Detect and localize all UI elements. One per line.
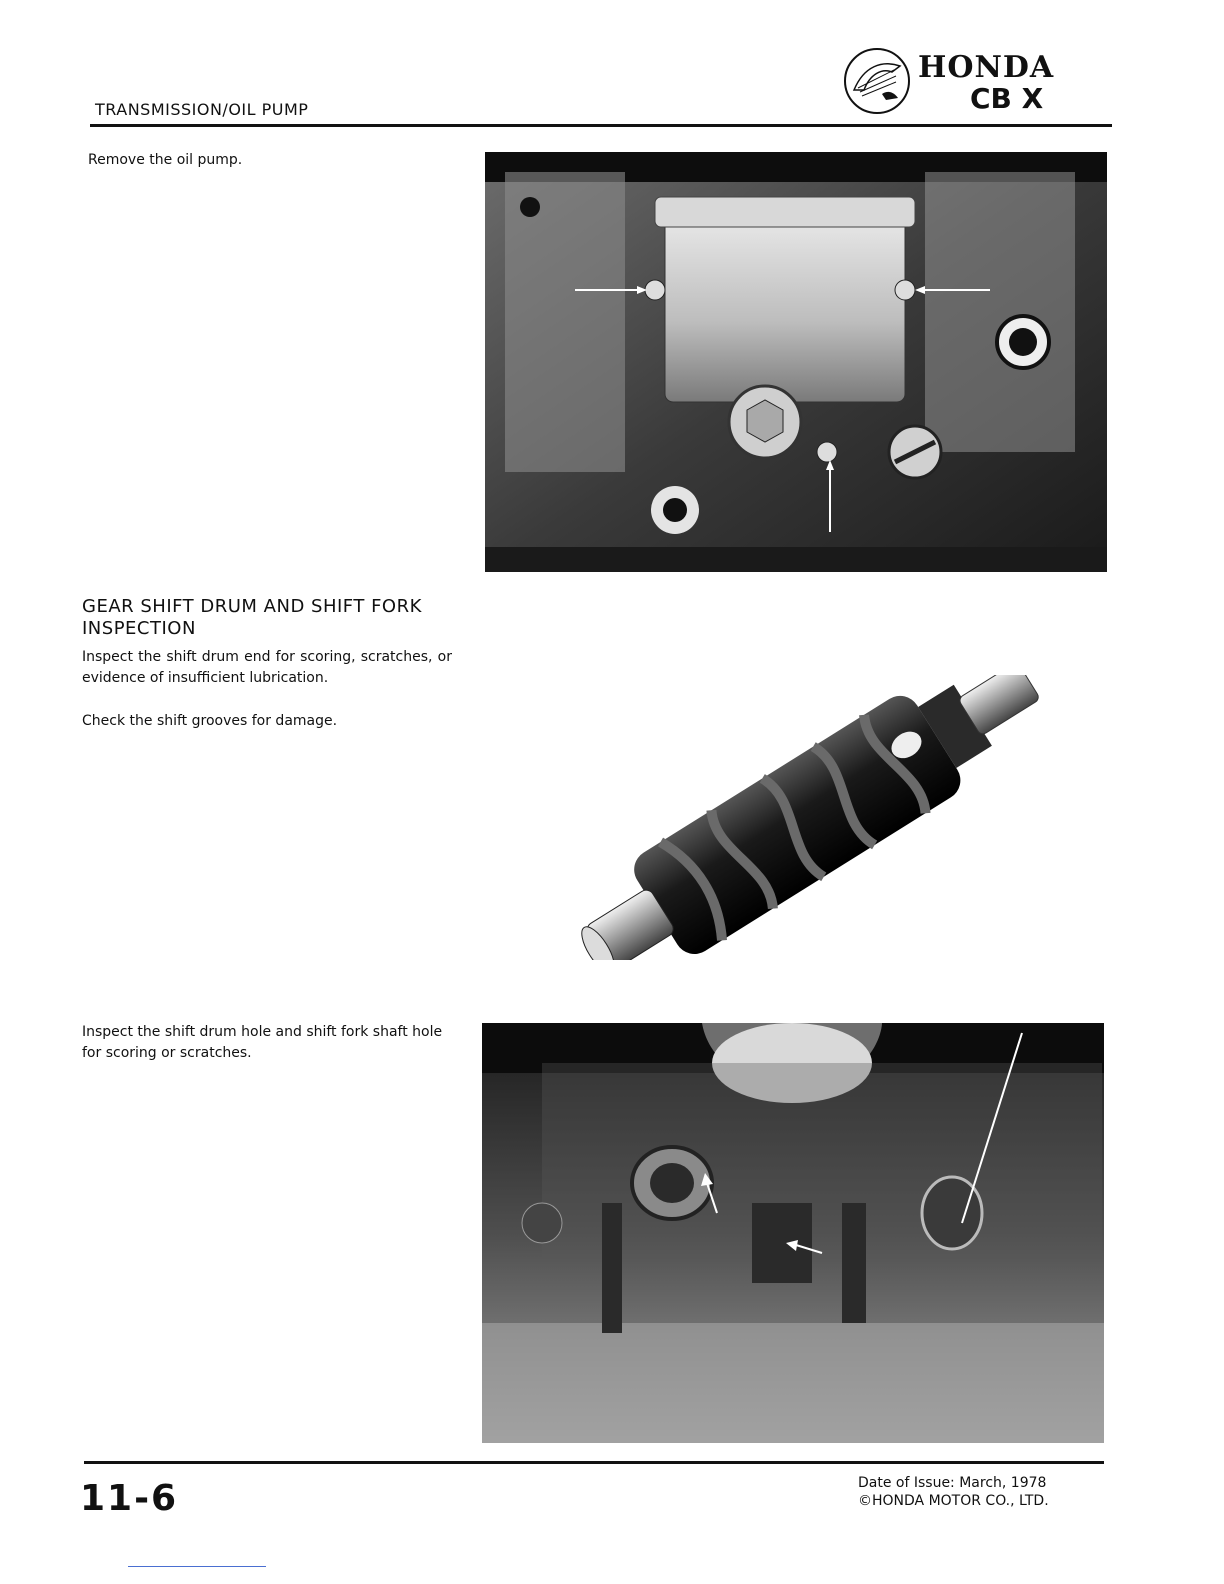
- section-heading-shift-drum: GEAR SHIFT DRUM AND SHIFT FORK INSPECTION: [82, 596, 422, 639]
- footer-info: [858, 1474, 1049, 1510]
- section-title: TRANSMISSION/OIL PUMP: [95, 100, 309, 119]
- page-number: 11-6: [80, 1478, 179, 1519]
- underline-link: [128, 1566, 266, 1567]
- date-of-issue: Date of Issue: March, 1978: [858, 1475, 1047, 1491]
- honda-wing-emblem-icon: [842, 46, 912, 116]
- copyright: ©HONDA MOTOR CO., LTD.: [858, 1493, 1049, 1509]
- instruction-inspect-drum-end: Inspect the shift drum end for scoring, scratches, or evidence of insufficient lubrication.: [82, 649, 452, 686]
- instruction-inspect-holes: Inspect the shift drum hole and shift fork shaft hole for scoring or scratches.: [82, 1024, 443, 1061]
- instruction-remove-oil-pump: Remove the oil pump.: [88, 152, 243, 168]
- footer-rule: [84, 1461, 1104, 1464]
- header-rule: [90, 124, 1112, 127]
- instruction-check-grooves: Check the shift grooves for damage.: [82, 713, 338, 729]
- shift-drum-photo: [560, 675, 1060, 960]
- oil-pump-photo: [485, 152, 1107, 572]
- model-name: CB X: [970, 82, 1044, 115]
- brand-name: HONDA: [918, 50, 1055, 85]
- crankcase-holes-photo: [482, 1023, 1104, 1443]
